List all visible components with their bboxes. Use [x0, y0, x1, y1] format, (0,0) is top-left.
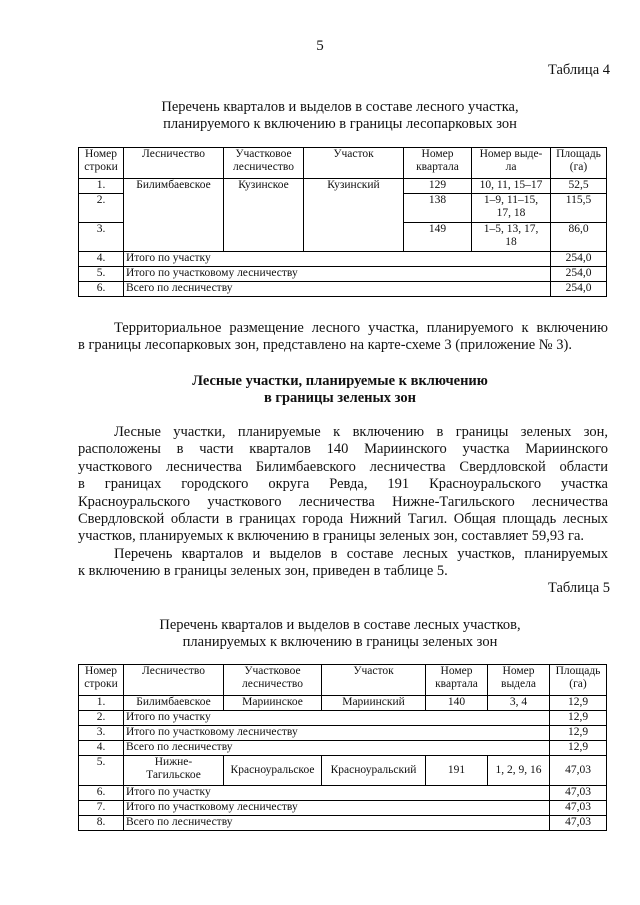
table-4-caption: [70, 99, 610, 133]
cell-uchastok: Мариинский: [322, 696, 426, 711]
cell-kvartal: 140: [426, 696, 488, 711]
cell-vydel: 1, 2, 9, 16: [488, 756, 550, 786]
cell-total-label: Итого по участку: [124, 252, 551, 267]
cell-area: 254,0: [551, 267, 607, 282]
cell-uchastok: Красноуральский: [322, 756, 426, 786]
cell-row-number: 5.: [79, 756, 124, 786]
header-kvartal: Номер квартала: [404, 148, 472, 179]
cell-row-number: 4.: [79, 252, 124, 267]
table-5: [78, 664, 607, 831]
cell-row-number: 6.: [79, 786, 124, 801]
cell-row-number: 2.: [79, 711, 124, 726]
cell-uch-lesnichestvo: Мариинское: [224, 696, 322, 711]
header-row-number: Номер строки: [79, 665, 124, 696]
cell-total-label: Итого по участку: [124, 786, 550, 801]
cell-area: 254,0: [551, 282, 607, 297]
table-row: [79, 179, 607, 194]
cell-area: 115,5: [551, 194, 607, 223]
table-4-label: Таблица 4: [547, 62, 610, 78]
text-line: к включению в границы зеленых зон, приведен в таблице 5.: [78, 563, 448, 580]
cell-area: 47,03: [550, 801, 607, 816]
header-area: Площадь (га): [551, 148, 607, 179]
table-row: [79, 756, 607, 786]
table-total-row: [79, 816, 607, 831]
cell-area: 86,0: [551, 223, 607, 252]
table-5-label: Таблица 5: [547, 580, 610, 596]
header-lesnichestvo: Лесничество: [124, 665, 224, 696]
table-total-row: [79, 801, 607, 816]
text-line: Перечень кварталов и выделов в составе лесных участков, планируемых: [114, 546, 608, 562]
cell-row-number: 6.: [79, 282, 124, 297]
heading-line: Лесные участки, планируемые к включению: [192, 373, 488, 389]
cell-row-number: 3.: [79, 726, 124, 741]
cell-vydel: 10, 11, 15–17: [472, 179, 551, 194]
table-total-row: [79, 711, 607, 726]
text-line: участкового лесничества Билимбаевского лесничества Свердловской области: [78, 458, 608, 475]
text-line: Свердловской области в границах города Нижний Тагил. Общая площадь лесных: [78, 511, 608, 528]
cell-area: 12,9: [550, 741, 607, 756]
cell-area: 52,5: [551, 179, 607, 194]
header-area: Площадь (га): [550, 665, 607, 696]
cell-kvartal: 191: [426, 756, 488, 786]
cell-row-number: 7.: [79, 801, 124, 816]
header-vydel: Номер выде- ла: [472, 148, 551, 179]
cell-lesnichestvo: Нижне- Тагильское: [124, 756, 224, 786]
cell-uchastok: Кузинский: [304, 179, 404, 252]
table-total-row: [79, 726, 607, 741]
cell-vydel: 1–9, 11–15, 17, 18: [472, 194, 551, 223]
cell-area: 47,03: [550, 786, 607, 801]
cell-lesnichestvo: Билимбаевское: [124, 696, 224, 711]
header-uch-lesnichestvo: Участковое лесничество: [224, 665, 322, 696]
cell-total-label: Всего по лесничеству: [124, 282, 551, 297]
table-header-row: [79, 148, 607, 179]
table-total-row: [79, 741, 607, 756]
table-total-row: [79, 267, 607, 282]
cell-row-number: 3.: [79, 223, 124, 252]
cell-kvartal: 138: [404, 194, 472, 223]
text-line: участков, планируемых к включению в границы зеленых зон, составляет 59,93 га.: [78, 528, 584, 545]
cell-area: 12,9: [550, 696, 607, 711]
header-vydel: Номер выдела: [488, 665, 550, 696]
cell-area: 12,9: [550, 726, 607, 741]
cell-row-number: 1.: [79, 179, 124, 194]
cell-total-label: Всего по лесничеству: [124, 741, 550, 756]
table-row: [79, 696, 607, 711]
table-header-row: [79, 665, 607, 696]
caption-line: Перечень кварталов и выделов в составе лесного участка,: [161, 99, 519, 115]
header-uch-lesnichestvo: Участковое лесничество: [224, 148, 304, 179]
cell-area: 12,9: [550, 711, 607, 726]
cell-row-number: 8.: [79, 816, 124, 831]
cell-row-number: 1.: [79, 696, 124, 711]
text-line: в границах городского округа Ревда, 191 Красноуральского участка: [78, 476, 608, 493]
cell-vydel: 1–5, 13, 17, 18: [472, 223, 551, 252]
cell-total-label: Всего по лесничеству: [124, 816, 550, 831]
cell-total-label: Итого по участковому лесничеству: [124, 801, 550, 816]
text-line: расположены в части кварталов 140 Мариинского участка Мариинского: [78, 441, 608, 458]
header-kvartal: Номер квартала: [426, 665, 488, 696]
table-total-row: [79, 786, 607, 801]
cell-row-number: 5.: [79, 267, 124, 282]
header-uchastok: Участок: [322, 665, 426, 696]
cell-lesnichestvo: Билимбаевское: [124, 179, 224, 252]
table-total-row: [79, 252, 607, 267]
paragraph-description: [78, 424, 608, 546]
section-heading: [70, 373, 610, 407]
cell-uch-lesnichestvo: Красноуральское: [224, 756, 322, 786]
header-uchastok: Участок: [304, 148, 404, 179]
cell-row-number: 2.: [79, 194, 124, 223]
heading-line: в границы зеленых зон: [263, 390, 417, 406]
caption-line: планируемого к включению в границы лесопарковых зон: [163, 116, 517, 132]
table-total-row: [79, 282, 607, 297]
text-line: Красноуральского участкового лесничества Нижне-Тагильского лесничества: [78, 493, 608, 510]
paragraph-location: [78, 320, 608, 355]
cell-total-label: Итого по участковому лесничеству: [124, 267, 551, 282]
caption-line: Перечень кварталов и выделов в составе лесных участков,: [159, 617, 521, 633]
caption-line: планируемых к включению в границы зеленых зон: [182, 634, 498, 650]
table-4: [78, 147, 607, 297]
cell-area: 47,03: [550, 816, 607, 831]
table-5-caption: [70, 617, 610, 651]
cell-area: 47,03: [550, 756, 607, 786]
text-line: в границы лесопарковых зон, представлено на карте-схеме 3 (приложение № 3).: [78, 337, 572, 354]
paragraph-reference: [78, 546, 608, 581]
text-line: Лесные участки, планируемые к включению в границы зеленых зон,: [114, 424, 608, 440]
header-row-number: Номер строки: [79, 148, 124, 179]
cell-kvartal: 129: [404, 179, 472, 194]
text-line: Территориальное размещение лесного участка, планируемого к включению: [114, 320, 608, 336]
cell-total-label: Итого по участковому лесничеству: [124, 726, 550, 741]
cell-uch-lesnichestvo: Кузинское: [224, 179, 304, 252]
cell-row-number: 4.: [79, 741, 124, 756]
cell-area: 254,0: [551, 252, 607, 267]
header-lesnichestvo: Лесничество: [124, 148, 224, 179]
page-number: 5: [316, 38, 324, 54]
cell-total-label: Итого по участку: [124, 711, 550, 726]
cell-kvartal: 149: [404, 223, 472, 252]
cell-vydel: 3, 4: [488, 696, 550, 711]
